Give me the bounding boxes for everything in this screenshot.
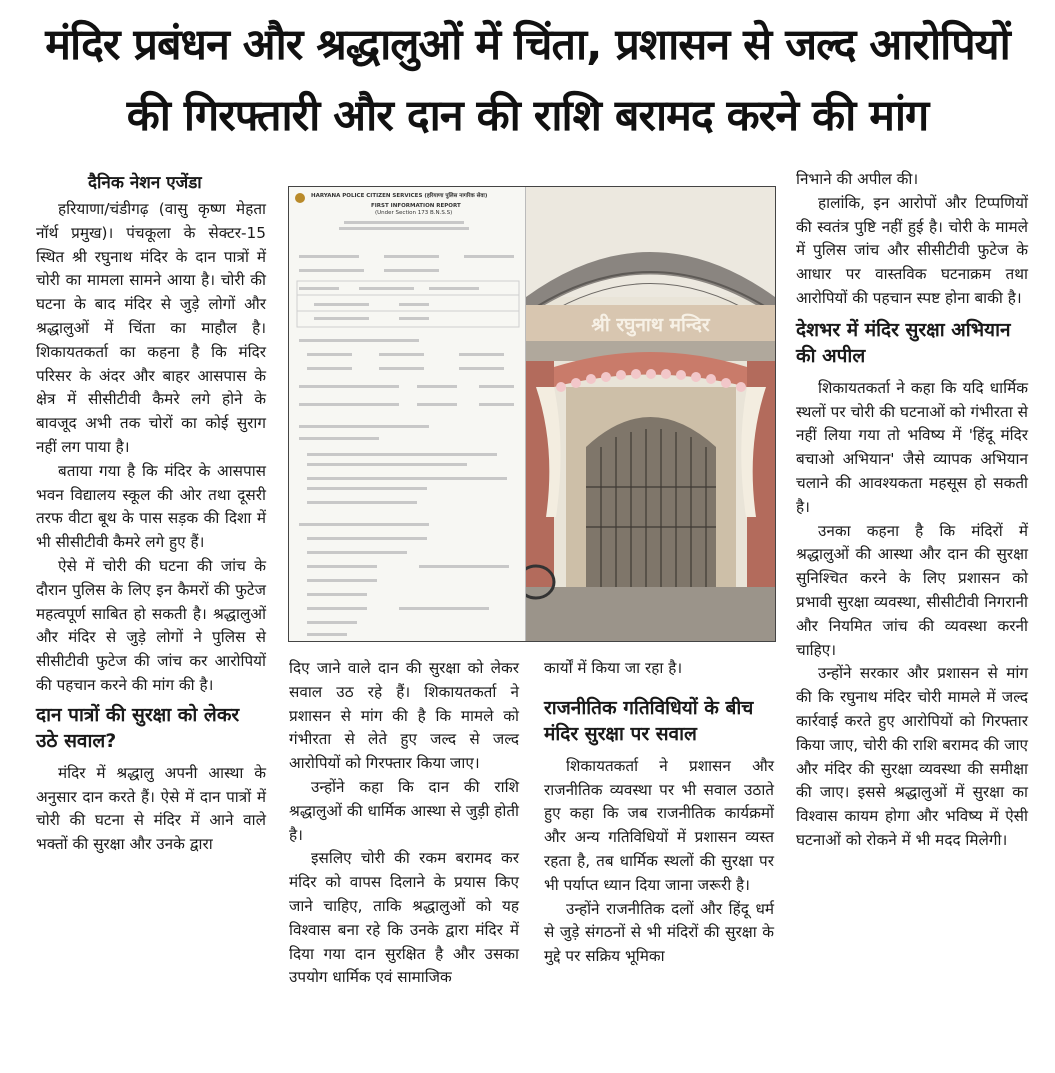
fir-document-image <box>289 187 526 641</box>
subheading: राजनीतिक गतिविधियों के बीच मंदिर सुरक्षा पर सवाल <box>544 696 754 745</box>
fir-subtitle: (Under Section 173 B.N.S.S) <box>375 210 453 216</box>
paragraph: हरियाणा/चंडीगढ़ (वासु कृष्ण मेहता नॉर्थ प्रमुख)। पंचकूला के सेक्टर-15 स्थित श्री रघुनाथ मंदिर के दान पात्रों में चोरी का मामला सामने आया है। चोरी की घटना के बाद मंदिर से जुड़े लोगों और श्रद्धालुओं में चिंता का माहौल है। शिकायतकर्ता का कहना है कि मंदिर परिसर के अंदर और बाहर आसपास के क्षेत्र में सीसीटीवी कैमरे लगे होने के बावजूद अभी तक चोरों का कोई सुराग नहीं लग पाया है। <box>36 200 266 456</box>
paragraph: हालांकि, इन आरोपों और टिप्पणियों की स्वतंत्र पुष्टि नहीं हुई है। चोरी के मामले में पुलिस जांच और सीसीटीवी फुटेज के आधार पर वास्तविक घटनाक्रम तथा आरोपियों की पहचान स्पष्ट होना बाकी है। <box>796 193 1028 307</box>
temple-illustration <box>526 187 775 641</box>
article-column-3 <box>544 657 774 969</box>
temple-photo <box>526 187 775 641</box>
fir-header: HARYANA POLICE CITIZEN SERVICES (हरियाणा पुलिस नागरिक सेवा) <box>311 193 488 199</box>
paragraph: उनका कहना है कि मंदिरों में श्रद्धालुओं की आस्था और दान की सुरक्षा सुनिश्चित करने के लिए प्रशासन को प्रभावी सुरक्षा व्यवस्था, सीसीटीवी निगरानी और नियमित जांच की व्यवस्था करनी चाहिए। <box>796 521 1028 659</box>
byline: दैनिक नेशन एजेंडा <box>88 173 202 193</box>
paragraph: शिकायतकर्ता ने कहा कि यदि धार्मिक स्थलों पर चोरी की घटनाओं को गंभीरता से नहीं लिया गया तो भविष्य में 'हिंदू मंदिर बचाओ अभियान' जैसे व्यापक अभियान चलाने की आवश्यकता महसूस हो सकती है। <box>796 378 1028 516</box>
paragraph: उन्होंने सरकार और प्रशासन से मांग की कि रघुनाथ मंदिर चोरी मामले में जल्द कार्रवाई करते हुए आरोपियों को गिरफ्तार किया जाए, चोरी की राशि बरामद की जाए और मंदिर की सुरक्षा व्यवस्था की समीक्षा की जाए। इससे श्रद्धालुओं में सुरक्षा का विश्वास कायम होगा और भविष्य में ऐसी घटनाओं को रोकने में भी मदद मिलेगी। <box>796 664 1028 849</box>
headline-line-2: की गिरफ्तारी और दान की राशि बरामद करने की मांग <box>126 91 929 141</box>
article-column-4 <box>796 168 1028 853</box>
paragraph: इसलिए चोरी की रकम बरामद कर मंदिर को वापस दिलाने के प्रयास किए जाने चाहिए, ताकि श्रद्धालुओं को यह विश्वास बना रहे कि उनके द्वारा मंदिर में दिया गया दान सुरक्षित है और उसका उपयोग धार्मिक एवं सामाजिक <box>289 849 519 987</box>
paragraph: उन्होंने राजनीतिक दलों और हिंदू धर्म से जुड़े संगठनों से भी मंदिरों की सुरक्षा के मुद्दे पर सक्रिय भूमिका <box>544 899 774 966</box>
headline-line-1: मंदिर प्रबंधन और श्रद्धालुओं में चिंता, प्रशासन से जल्द आरोपियों <box>45 20 1010 70</box>
paragraph: ऐसे में चोरी की घटना की जांच के दौरान पुलिस के लिए इन कैमरों की फुटेज महत्वपूर्ण साबित हो सकती है। श्रद्धालुओं और मंदिर से जुड़े लोगों ने पुलिस से सीसीटीवी फुटेज की जांच कर आरोपियों की पहचान करने की मांग की है। <box>36 556 266 694</box>
temple-sign: श्री रघुनाथ मन्दिर <box>591 314 710 336</box>
fir-form-lines <box>289 187 525 641</box>
paragraph: बताया गया है कि मंदिर के आसपास भवन विद्यालय स्कूल की ओर तथा दूसरी तरफ वीटा बूथ के पास सड़क की दिशा में भी सीसीटीवी कैमरे लगे हुए हैं। <box>36 461 266 552</box>
subheading: देशभर में मंदिर सुरक्षा अभियान की अपील <box>796 318 1011 367</box>
fir-title: FIRST INFORMATION REPORT <box>371 203 461 209</box>
paragraph: निभाने की अपील की। <box>796 170 919 188</box>
paragraph: उन्होंने कहा कि दान की राशि श्रद्धालुओं की धार्मिक आस्था से जुड़ी होती है। <box>289 777 519 844</box>
article-column-1 <box>36 198 266 857</box>
article-column-2 <box>289 657 519 990</box>
paragraph: मंदिर में श्रद्धालु अपनी आस्था के अनुसार दान करते हैं। ऐसे में दान पात्रों में चोरी की घटना से मंदिर में आने वाले भक्तों की सुरक्षा और उनके द्वारा <box>36 763 266 854</box>
paragraph: कार्यों में किया जा रहा है। <box>544 659 683 677</box>
news-photo <box>288 186 776 642</box>
paragraph: दिए जाने वाले दान की सुरक्षा को लेकर सवाल उठ रहे हैं। शिकायतकर्ता ने प्रशासन से मांग की है कि मामले को गंभीरता से लेते हुए जल्द से जल्द आरोपियों को गिरफ्तार किया जाए। <box>289 659 519 773</box>
subheading: दान पात्रों की सुरक्षा को लेकर उठे सवाल? <box>36 703 240 752</box>
paragraph: शिकायतकर्ता ने प्रशासन और राजनीतिक व्यवस्था पर भी सवाल उठाते हुए कहा कि जब राजनीतिक कार्यक्रमों और अन्य गतिविधियों में प्रशासन व्यस्त रहता है, तब धार्मिक स्थलों की सुरक्षा पर भी पर्याप्त ध्यान दिया जाना जरूरी है। <box>544 756 774 894</box>
